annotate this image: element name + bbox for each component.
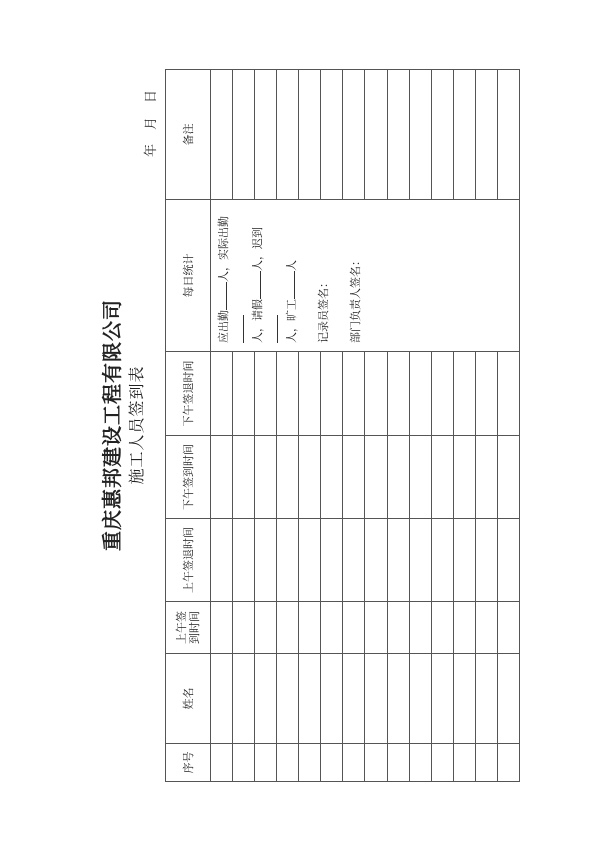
cell-am-in[interactable] xyxy=(475,602,497,654)
cell-name[interactable] xyxy=(321,654,343,744)
daily-stats-cell xyxy=(211,200,520,352)
col-am-in xyxy=(166,602,211,654)
table-row xyxy=(321,70,343,782)
col-am-in-line1: 上午签 xyxy=(175,611,188,644)
table-header-row xyxy=(166,70,211,782)
cell-pm-out[interactable] xyxy=(343,352,365,436)
cell-am-in[interactable] xyxy=(299,602,321,654)
cell-pm-out[interactable] xyxy=(299,352,321,436)
cell-pm-out[interactable] xyxy=(365,352,387,436)
cell-name[interactable] xyxy=(277,654,299,744)
table-row xyxy=(255,70,277,782)
cell-notes[interactable] xyxy=(299,70,321,200)
manager-signature[interactable]: 部门负责人签名： xyxy=(349,255,362,343)
cell-name[interactable] xyxy=(233,654,255,744)
date-year-label: 年 xyxy=(144,144,159,158)
cell-am-in[interactable] xyxy=(431,602,453,654)
cell-seq[interactable] xyxy=(453,744,475,782)
stats-line-3 xyxy=(283,208,300,343)
cell-am-out[interactable] xyxy=(343,519,365,602)
col-seq: 序号 xyxy=(166,744,211,782)
cell-am-out[interactable] xyxy=(299,519,321,602)
cell-am-in[interactable] xyxy=(343,602,365,654)
cell-notes[interactable] xyxy=(343,70,365,200)
table-row xyxy=(497,70,519,782)
cell-am-out[interactable] xyxy=(233,519,255,602)
cell-pm-in[interactable] xyxy=(475,436,497,519)
cell-pm-out[interactable] xyxy=(277,352,299,436)
table-row xyxy=(343,70,365,782)
cell-name[interactable] xyxy=(211,654,233,744)
cell-name[interactable] xyxy=(497,654,519,744)
actual-count-blank[interactable] xyxy=(232,315,244,343)
col-pm-in: 下午签到时间 xyxy=(166,436,211,519)
cell-pm-out[interactable] xyxy=(211,352,233,436)
cell-name[interactable] xyxy=(409,654,431,744)
col-notes: 备注 xyxy=(166,70,211,200)
table-row xyxy=(453,70,475,782)
cell-am-in[interactable] xyxy=(387,602,409,654)
table-row xyxy=(409,70,431,782)
table-row xyxy=(299,70,321,782)
company-title: 重庆惠邦建设工程有限公司 xyxy=(100,299,124,551)
table-row xyxy=(365,70,387,782)
col-name: 姓名 xyxy=(166,654,211,744)
cell-seq[interactable] xyxy=(255,744,277,782)
cell-seq[interactable] xyxy=(277,744,299,782)
cell-am-out[interactable] xyxy=(475,519,497,602)
cell-pm-in[interactable] xyxy=(277,436,299,519)
cell-notes[interactable] xyxy=(365,70,387,200)
col-am-out: 上午签退时间 xyxy=(166,519,211,602)
cell-seq[interactable] xyxy=(431,744,453,782)
table-row xyxy=(277,70,299,782)
stats-line-2 xyxy=(249,208,283,343)
cell-pm-out[interactable] xyxy=(321,352,343,436)
col-daily-stats: 每日统计 xyxy=(166,200,211,352)
cell-pm-in[interactable] xyxy=(233,436,255,519)
cell-pm-out[interactable] xyxy=(431,352,453,436)
stats-unit-label: 人 xyxy=(285,260,298,271)
cell-name[interactable] xyxy=(431,654,453,744)
cell-name[interactable] xyxy=(387,654,409,744)
cell-seq[interactable] xyxy=(409,744,431,782)
cell-notes[interactable] xyxy=(233,70,255,200)
cell-pm-out[interactable] xyxy=(497,352,519,436)
cell-notes[interactable] xyxy=(475,70,497,200)
cell-am-in[interactable] xyxy=(277,602,299,654)
cell-pm-in[interactable] xyxy=(211,436,233,519)
cell-name[interactable] xyxy=(475,654,497,744)
cell-seq[interactable] xyxy=(233,744,255,782)
cell-am-out[interactable] xyxy=(321,519,343,602)
cell-am-out[interactable] xyxy=(255,519,277,602)
cell-am-out[interactable] xyxy=(365,519,387,602)
cell-am-in[interactable] xyxy=(365,602,387,654)
cell-seq[interactable] xyxy=(475,744,497,782)
cell-pm-in[interactable] xyxy=(299,436,321,519)
cell-pm-out[interactable] xyxy=(387,352,409,436)
cell-seq[interactable] xyxy=(321,744,343,782)
cell-am-in[interactable] xyxy=(321,602,343,654)
stats-line-1 xyxy=(215,208,249,343)
cell-seq[interactable] xyxy=(497,744,519,782)
cell-seq[interactable] xyxy=(343,744,365,782)
leave-count-blank[interactable] xyxy=(249,271,261,299)
cell-name[interactable] xyxy=(343,654,365,744)
cell-notes[interactable] xyxy=(497,70,519,200)
cell-pm-out[interactable] xyxy=(255,352,277,436)
cell-notes[interactable] xyxy=(255,70,277,200)
cell-pm-in[interactable] xyxy=(387,436,409,519)
cell-notes[interactable] xyxy=(453,70,475,200)
cell-am-out[interactable] xyxy=(409,519,431,602)
table-row xyxy=(431,70,453,782)
stats-leave-label: 人，请假 xyxy=(251,299,264,343)
col-am-in-line2: 到时间 xyxy=(188,611,201,644)
cell-pm-out[interactable] xyxy=(233,352,255,436)
cell-seq[interactable] xyxy=(299,744,321,782)
cell-am-in[interactable] xyxy=(409,602,431,654)
cell-pm-in[interactable] xyxy=(365,436,387,519)
cell-name[interactable] xyxy=(453,654,475,744)
date-day-label: 日 xyxy=(144,90,159,104)
cell-name[interactable] xyxy=(255,654,277,744)
stats-expected-label: 应出勤 xyxy=(217,310,230,343)
cell-notes[interactable] xyxy=(409,70,431,200)
cell-pm-in[interactable] xyxy=(255,436,277,519)
cell-notes[interactable] xyxy=(431,70,453,200)
cell-notes[interactable] xyxy=(277,70,299,200)
cell-pm-in[interactable] xyxy=(321,436,343,519)
cell-am-in[interactable] xyxy=(211,602,233,654)
table-row xyxy=(211,70,233,782)
cell-am-in[interactable] xyxy=(233,602,255,654)
cell-pm-in[interactable] xyxy=(431,436,453,519)
cell-pm-in[interactable] xyxy=(453,436,475,519)
table-row xyxy=(387,70,409,782)
attendance-table xyxy=(165,69,520,782)
cell-seq[interactable] xyxy=(365,744,387,782)
cell-am-out[interactable] xyxy=(431,519,453,602)
cell-am-out[interactable] xyxy=(277,519,299,602)
late-count-blank[interactable] xyxy=(266,315,278,343)
table-row xyxy=(233,70,255,782)
cell-pm-in[interactable] xyxy=(497,436,519,519)
cell-notes[interactable] xyxy=(321,70,343,200)
cell-notes[interactable] xyxy=(387,70,409,200)
cell-name[interactable] xyxy=(299,654,321,744)
cell-am-in[interactable] xyxy=(453,602,475,654)
cell-notes[interactable] xyxy=(211,70,233,200)
cell-pm-in[interactable] xyxy=(343,436,365,519)
table-row xyxy=(475,70,497,782)
stats-late-label: 人，迟到 xyxy=(251,227,264,271)
cell-pm-out[interactable] xyxy=(475,352,497,436)
recorder-signature[interactable]: 记录员签名： xyxy=(317,277,330,343)
col-pm-out: 下午签退时间 xyxy=(166,352,211,436)
absent-count-blank[interactable] xyxy=(283,271,295,299)
cell-am-out[interactable] xyxy=(497,519,519,602)
date-line xyxy=(140,90,159,157)
stats-actual-label: 人，实际出勤 xyxy=(217,216,230,282)
expected-count-blank[interactable] xyxy=(215,282,227,310)
cell-am-in[interactable] xyxy=(255,602,277,654)
cell-seq[interactable] xyxy=(387,744,409,782)
cell-pm-out[interactable] xyxy=(453,352,475,436)
form-title: 施工人员签到表 xyxy=(127,365,146,485)
cell-am-out[interactable] xyxy=(211,519,233,602)
cell-pm-in[interactable] xyxy=(409,436,431,519)
table-body xyxy=(211,70,520,782)
date-month-label: 月 xyxy=(144,117,159,131)
cell-am-in[interactable] xyxy=(497,602,519,654)
cell-am-out[interactable] xyxy=(453,519,475,602)
cell-am-out[interactable] xyxy=(387,519,409,602)
cell-name[interactable] xyxy=(365,654,387,744)
stats-absent-label: 人，旷工 xyxy=(285,299,298,343)
cell-pm-out[interactable] xyxy=(409,352,431,436)
cell-seq[interactable] xyxy=(211,744,233,782)
